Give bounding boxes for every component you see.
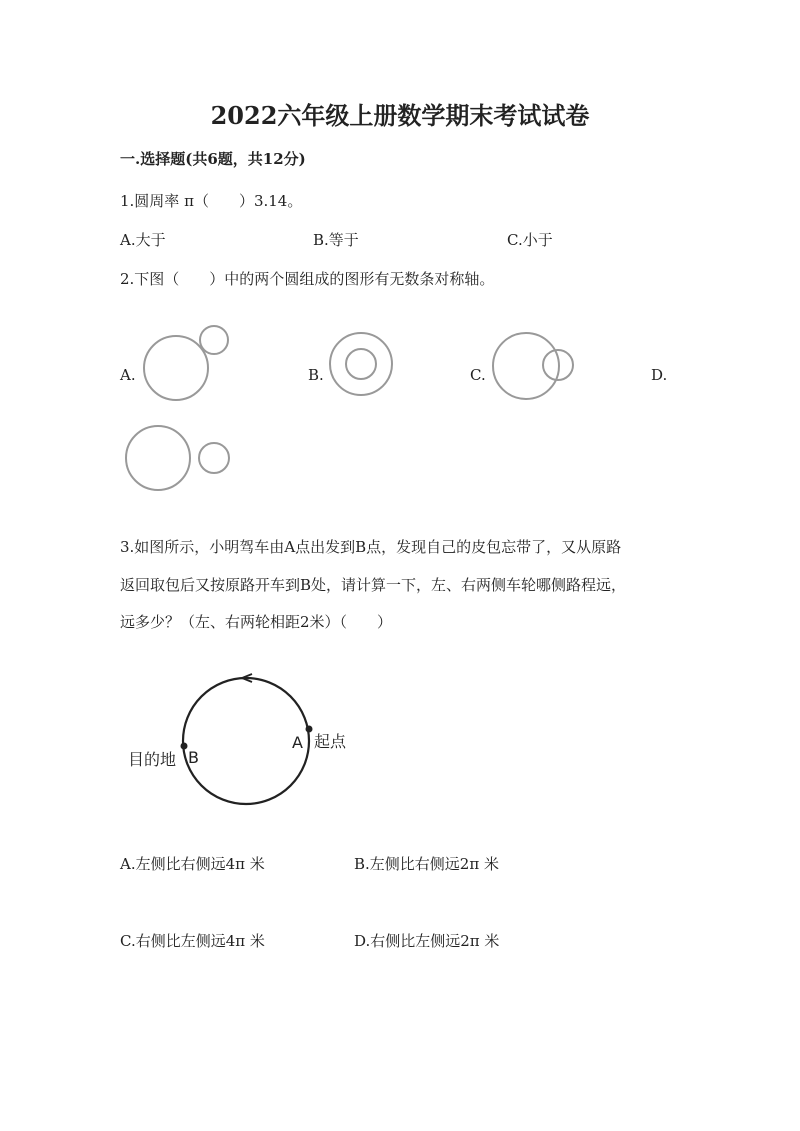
- inner-circle: [346, 349, 376, 379]
- q3-option-c[interactable]: C.右侧比左侧远4π 米: [120, 932, 265, 950]
- q3-route-figure: [120, 665, 380, 815]
- outer-circle: [330, 333, 392, 395]
- point-a-dot: [306, 726, 313, 733]
- q2-option-c[interactable]: C.: [470, 366, 486, 384]
- page-title: 2022六年级上册数学期末考试试卷: [210, 101, 590, 130]
- q2-figure-b: [322, 326, 402, 406]
- start-label: 起点: [314, 732, 347, 751]
- small-circle: [199, 443, 229, 473]
- large-circle: [126, 426, 190, 490]
- point-b-dot: [181, 743, 188, 750]
- q1-option-b[interactable]: B.等于: [313, 231, 359, 249]
- q2-figure-d: [120, 420, 240, 500]
- q3-option-b[interactable]: B.左侧比右侧远2π 米: [354, 855, 499, 873]
- q2-option-a[interactable]: A.: [120, 366, 136, 384]
- q2-option-b[interactable]: B.: [308, 366, 324, 384]
- large-circle: [144, 336, 208, 400]
- section-heading: 一.选择题(共6题，共12分): [120, 150, 306, 168]
- q1-option-a[interactable]: A.大于: [120, 231, 166, 249]
- q3-text-line-1: 3.如图所示，小明驾车由A点出发到B点，发现自己的皮包忘带了，又从原路: [120, 538, 622, 556]
- q1-text: 1.圆周率 π（ ）3.14。: [120, 192, 303, 210]
- q3-option-a[interactable]: A.左侧比右侧远4π 米: [120, 855, 265, 873]
- q3-option-d[interactable]: D.右侧比左侧远2π 米: [354, 932, 500, 950]
- small-circle: [200, 326, 228, 354]
- route-circle: [183, 678, 309, 804]
- q2-figure-c: [488, 328, 588, 408]
- point-b-label: B: [188, 748, 199, 767]
- destination-label: 目的地: [128, 750, 177, 769]
- q2-figure-a: [138, 320, 238, 410]
- q3-text-line-2: 返回取包后又按原路开车到B处，请计算一下，左、右两侧车轮哪侧路程远，: [120, 576, 627, 594]
- q2-text: 2.下图（ ）中的两个圆组成的图形有无数条对称轴。: [120, 270, 495, 288]
- point-a-label: A: [292, 733, 303, 752]
- q2-option-d[interactable]: D.: [651, 366, 668, 384]
- q1-option-c[interactable]: C.小于: [507, 231, 553, 249]
- q3-text-line-3: 远多少？（左、右两轮相距2米）（ ）: [120, 613, 393, 631]
- large-circle: [493, 333, 559, 399]
